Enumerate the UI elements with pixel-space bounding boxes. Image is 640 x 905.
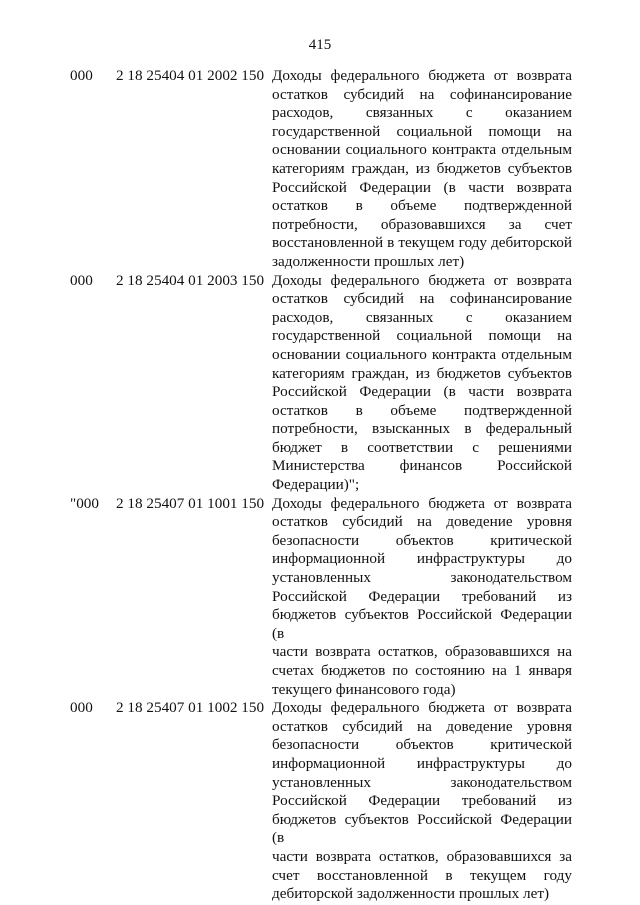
description-line: остатков субсидий на софинансирование: [272, 85, 572, 103]
description-line: установленных законодательством: [272, 773, 572, 791]
description-line: безопасности объектов критической: [272, 531, 572, 549]
description-line: категориям граждан, из бюджетов субъектов: [272, 364, 572, 382]
administrator-code: 000: [70, 699, 93, 717]
description-line: счет восстановленной в текущем году: [272, 866, 572, 884]
description-line: задолженности прошлых лет): [272, 252, 465, 270]
description-line: информационной инфраструктуры до: [272, 754, 572, 772]
description-line: основании социального контракта отдельным: [272, 345, 572, 363]
description-line: государственной социальной помощи на: [272, 327, 572, 345]
kbk-entry: [0, 272, 640, 495]
description-line: государственной социальной помощи на: [272, 122, 572, 140]
description-line: остатков в объеме подтвержденной: [272, 401, 572, 419]
kbk-entry: [0, 699, 640, 904]
description-line: информационной инфраструктуры до: [272, 550, 572, 568]
budget-classification-code: 2 18 25407 01 1001 150: [116, 494, 265, 512]
description-line: части возврата остатков, образовавшихся на: [272, 643, 572, 661]
entry-description: [272, 699, 572, 904]
kbk-entry: [0, 67, 640, 272]
description-line: Российской Федерации требований из: [272, 792, 572, 810]
description-line: потребности, взысканных в федеральный: [272, 420, 572, 438]
description-line: расходов, связанных с оказанием: [272, 104, 572, 122]
description-line: бюджетов субъектов Российской Федерации (в: [272, 810, 572, 847]
page-number: 415: [308, 37, 332, 53]
description-line: бюджетов субъектов Российской Федерации (в: [272, 606, 572, 642]
description-line: Доходы федерального бюджета от возврата: [272, 67, 572, 84]
budget-classification-code: 2 18 25404 01 2002 150: [116, 67, 265, 84]
budget-classification-code: 2 18 25404 01 2003 150: [116, 271, 265, 289]
description-line: счетах бюджетов по состоянию на 1 января: [272, 662, 572, 679]
description-line: Российской Федерации (в части возврата: [272, 383, 572, 401]
administrator-code: 000: [70, 271, 93, 289]
budget-classification-code: 2 18 25407 01 1002 150: [116, 699, 265, 717]
description-line: установленных законодательством: [272, 569, 572, 587]
description-line: восстановленной в текущем году дебиторской: [272, 234, 572, 252]
description-line: остатков субсидий на софинансирование: [272, 290, 572, 308]
description-line: потребности, образовавшихся за счет: [272, 215, 572, 233]
administrator-code: "000: [70, 494, 99, 512]
description-line: Министерства финансов Российской: [272, 457, 572, 475]
description-line: расходов, связанных с оказанием: [272, 308, 572, 326]
description-line: Доходы федерального бюджета от возврата: [272, 699, 572, 717]
description-line: безопасности объектов критической: [272, 736, 572, 754]
entry-description: [272, 67, 572, 272]
description-line: Российской Федерации (в части возврата: [272, 178, 572, 196]
kbk-entries: [0, 67, 640, 904]
administrator-code: 000: [70, 67, 93, 84]
description-line: остатков субсидий на доведение уровня: [272, 513, 572, 531]
description-line: основании социального контракта отдельным: [272, 141, 572, 159]
description-line: Доходы федерального бюджета от возврата: [272, 271, 572, 289]
description-line: бюджет в соответствии с решениями: [272, 438, 572, 456]
description-line: категориям граждан, из бюджетов субъектов: [272, 159, 572, 177]
description-line: текущего финансового года): [272, 680, 456, 698]
description-line: остатков субсидий на доведение уровня: [272, 717, 572, 735]
entry-description: [272, 272, 572, 495]
description-line: части возврата остатков, образовавшихся за: [272, 847, 572, 865]
kbk-entry: [0, 495, 640, 700]
description-line: Федерации)";: [272, 476, 360, 494]
description-line: Российской Федерации требований из: [272, 587, 572, 605]
entry-description: [272, 495, 572, 700]
description-line: остатков в объеме подтвержденной: [272, 197, 572, 215]
description-line: Доходы федерального бюджета от возврата: [272, 494, 572, 512]
description-line: дебиторской задолженности прошлых лет): [272, 885, 550, 903]
